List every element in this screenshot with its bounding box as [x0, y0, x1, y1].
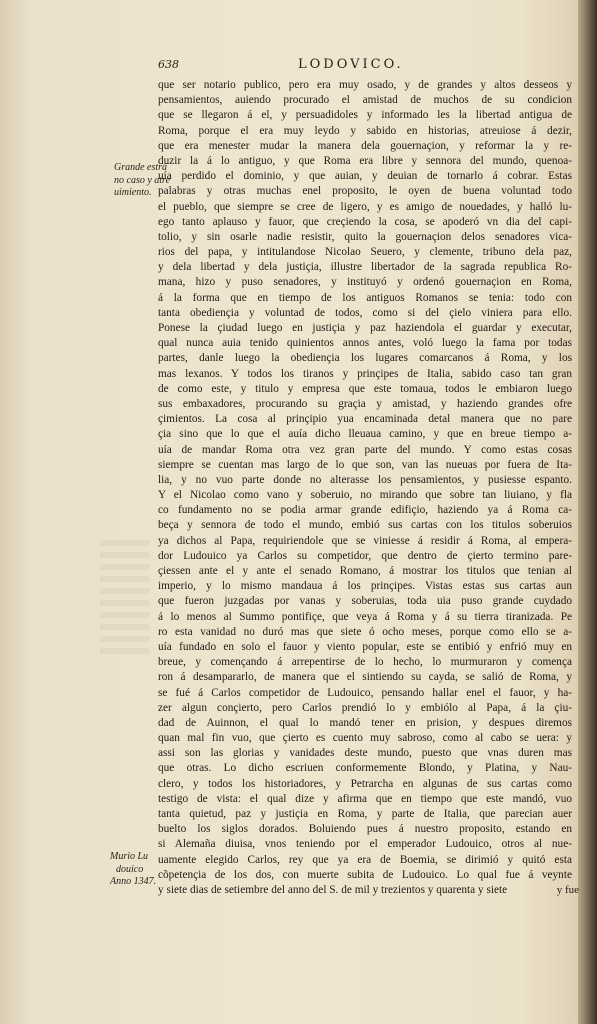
- text-line: breue, y començando á arrepentirse de lo hecho, lo murmuraron y comença: [158, 656, 572, 669]
- text-line: tanta obediençia y voluntad de todos, como si del çielo viniera para ello.: [158, 306, 572, 319]
- text-line: cõpetençia de los dos, con muerte subita de Ludouico. Lo qual fue á veynte: [158, 868, 572, 881]
- text-line: el pueblo, que siempre se cree de ligero, y es amigo de nouedades, y halló lu-: [158, 200, 572, 213]
- text-line: ego tanto aplauso y fauor, que creçiendo la cosa, se apoderó vn dia del capi-: [158, 215, 572, 228]
- text-line: assi son las glorias y vanidades deste mundo, puesto que vnas duren mas: [158, 747, 572, 760]
- margin-note-line: Murio Lu: [110, 851, 149, 862]
- text-line: zer algun conçierto, pero Carlos prendió lo y embiólo al Papa, á la çiu-: [158, 701, 572, 714]
- text-line: mana, hizo y puso senadores, y instituyó y ordenó gouernaçion en Roma,: [158, 276, 572, 289]
- text-line: uía fundado en solo el fauor y viento popular, este se entibió y enfrió muy en: [158, 640, 572, 653]
- text-line: que ser notario publico, pero era muy osado, y de grandes y altos desseos y: [158, 79, 572, 91]
- running-head: LODOVICO.: [298, 57, 404, 72]
- catchword: y fue: [556, 884, 579, 896]
- text-line: á lo menos al Summo pontifiçe, que veya á Roma y á su tierra tiranizada. Pe: [158, 610, 572, 623]
- text-line: á la forma que en tiempo de los antiguos Romanos se tenia: todo con: [158, 291, 572, 304]
- text-line: que fueron juzgadas por vanas y soberuias, toda uia puso grande cuydado: [158, 595, 572, 608]
- margin-note-line: Grande estrá: [114, 162, 168, 173]
- text-line: clero, y todos los historiadores, y Petrarcha en algunas de sus cartas como: [158, 777, 572, 790]
- text-line: uamente elegido Carlos, rey que ya era de Boemia, se dirimió y quitó esta: [158, 853, 572, 866]
- text-line: imperio, y lo mismo mandaua á los prinçipes. Vistas estas sus cartas aun: [158, 580, 572, 593]
- text-line: uía de mandar Roma otra vez gran parte del mundo. Y como estas cosas: [158, 443, 572, 456]
- margin-note-line: Anno 1347.: [110, 876, 157, 887]
- text-line: çiessen ante el y ante el senado Romano, á mostrar los titulos que tenian al: [158, 565, 572, 577]
- body-text: [158, 78, 572, 898]
- text-line: testigo de vista: el qual dize y afirma que en tiempo que este mandó, vuo: [158, 792, 572, 805]
- book-spine: [578, 0, 597, 1024]
- text-line: quan mal fin vuo, que çierto es cuento muy sabroso, como al cabo se uera: y: [158, 732, 572, 745]
- text-line: que se llegaron á el, y persuadidoles y informado les la libertad antigua de: [158, 109, 572, 122]
- text-line: çimientos. La cosa al prinçipio yua encaminada detal manera que no pare: [158, 413, 572, 426]
- text-line: buelto los siglos dorados. Boluiendo pues á nuestro proposito, estando en: [158, 823, 572, 836]
- text-line: Y el Nicolao como vano y soberuio, no mirando que sobre tan liuiano, y fla: [158, 489, 572, 502]
- margin-note-line: no caso y atre: [114, 174, 171, 186]
- text-line: ro esta vanidad no duró mas que siete ó ocho meses, porque como ello se a-: [158, 625, 572, 638]
- text-line: Roma, porque el era muy leydo y sabido en historias, atreuiose á dezir,: [158, 124, 572, 137]
- text-line: lia, y no vuo parte donde no alterasse los pensamientos, y pusiesse espanto.: [158, 473, 572, 486]
- text-line: si Alemaña diuisa, vnos teniendo por el emperador Ludouico, otros al nue-: [158, 838, 572, 851]
- text-line: pensamientos, auiendo procurado el amistad de muchos de su condicion: [158, 94, 572, 107]
- text-line: duzir la á lo antiguo, y que Roma era libre y sennora del mundo, quenoa-: [158, 154, 572, 167]
- text-line: palabras y otras muchas enel proposito, le oyen de buena voluntad todo: [158, 185, 572, 198]
- page-header: [158, 58, 578, 78]
- text-line: partes, danle luego la obediençia los lugares comarcanos á Roma, y los: [158, 352, 572, 365]
- text-line: ya dichos al Papa, requiriendole que se viniesse á residir á Roma, al empera-: [158, 534, 572, 547]
- text-line: dad de Auinnon, el qual lo mandó tener en prision, y despues diremos: [158, 716, 572, 729]
- text-line: qual nunca auia tenido quinientos annos antes, voló luego la fama por todas: [158, 337, 572, 350]
- text-line: uía perdido el dominio, y que auian, y deuian de tornarlo á cobrar. Estas: [158, 170, 572, 183]
- text-line: Ponese la çiudad luego en justiçia y paz haziendola el guardar y executar,: [158, 322, 572, 334]
- margin-note-line: uimiento.: [114, 187, 152, 198]
- text-line: beça y sennora de todo el mundo, embió sus cartas con los titulos soberuios: [158, 519, 572, 532]
- text-line: sus embaxadores, procurando su graçia y amistad, y haziendo grandes ofre: [158, 397, 572, 410]
- text-line: çia sino que lo que el auía dicho lleuaua camino, y que en breue tiempo a-: [158, 428, 572, 441]
- text-line: y dela libertad y dela justiçia, illustre libertador de la sagrada republica Ro-: [158, 261, 572, 274]
- text-line: tanta quietud, paz y justiçia en Roma, y parte de Italia, que parecian auer: [158, 808, 572, 820]
- text-line: que otras. Lo dicho escriuen conformemente Blondo, y Platina, y Nau-: [158, 762, 572, 775]
- text-line: y siete dias de setiembre del anno del S. de mil y trezientos y quarenta y siete: [158, 883, 508, 896]
- margin-note-line: douico: [116, 863, 144, 875]
- text-line: se fué á Carlos competidor de Ludouico, pensando hallar enel el fauor, y ha-: [158, 686, 572, 699]
- text-line: de como este, y titulo y empresa que este tomaua, todos le embiaron luego: [158, 382, 572, 395]
- text-line: co fundamento no se podia armar grande edifiçio, haziendo ya á Roma ca-: [158, 504, 572, 517]
- text-line: ron á desampararlo, de manera que el sintiendo su cayda, se salió de Roma, y: [158, 671, 572, 684]
- text-line: dor Ludouico ya Carlos su competidor, que dentro de çierto termino pare-: [158, 549, 572, 562]
- text-line: siempre se cuentan mas largo de lo que son, van las nueuas por fuera de Ita-: [158, 458, 572, 471]
- text-line: rios del papa, y intitulandose Nicolao Seuero, y clemente, tribuno dela paz,: [158, 246, 572, 259]
- ink-bleed-through: [100, 540, 150, 660]
- page-number: 638: [158, 58, 179, 71]
- text-line: tolio, y sin osarle nadie resistir, quito la gouernaçion delos senadores vica-: [158, 230, 572, 243]
- text-line: que era menester mudar la manera dela gouernaçion, y reformar la y re-: [158, 139, 572, 152]
- text-line: mas lexanos. Y todos los tiranos y prinçipes de Italia, sabido caso tan gran: [158, 367, 572, 380]
